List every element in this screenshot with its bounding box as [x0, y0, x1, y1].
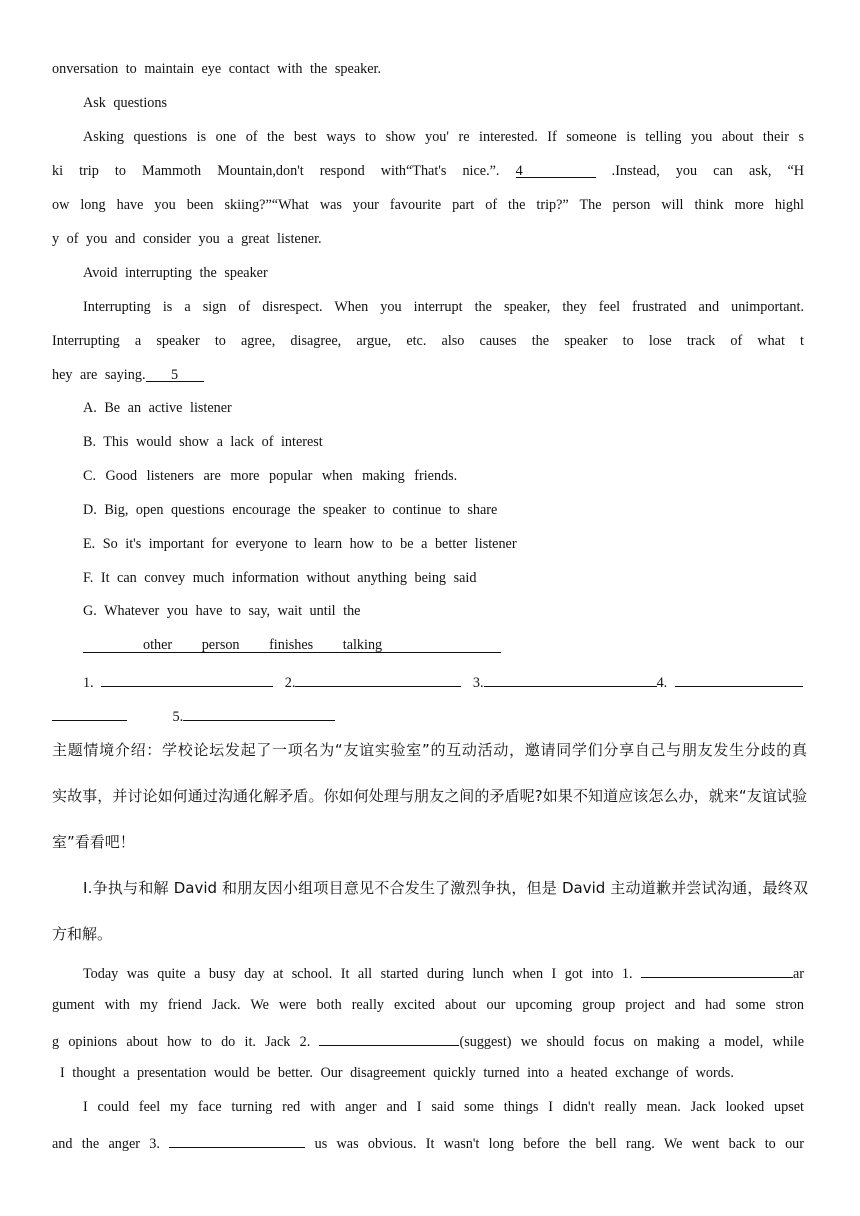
passage-line: Asking questions is one of the best ways to show you' re interested. If someone is telling you about their s — [83, 129, 804, 145]
passage-line: Interrupting a speaker to agree, disagree, argue, etc. also causes the speaker to lose track of what t — [52, 333, 804, 349]
answer-blank-2[interactable] — [295, 670, 461, 687]
passage-line: y of you and consider you a great listener. — [52, 231, 322, 247]
passage-line: onversation to maintain eye contact with the speaker. — [52, 61, 381, 77]
passage-line: ki trip to Mammoth Mountain,don't respond with“That's nice.”. 4 .Instead, you can ask, “H — [52, 163, 805, 179]
option-b: B. This would show a lack of interest — [83, 434, 323, 450]
passage-line: Today was quite a busy day at school. It all started during lunch when I got into 1. ar — [83, 961, 804, 984]
blank-1[interactable] — [641, 961, 793, 978]
option-f: F. It can convey much information without anything being said — [83, 570, 477, 586]
passage-line: Interrupting is a sign of disrespect. When you interrupt the speaker, they feel frustrated and unimportant. — [83, 299, 804, 315]
answer-blank-5[interactable] — [183, 704, 335, 721]
blank-2[interactable] — [319, 1029, 459, 1046]
passage-line: g opinions about how to do it. Jack 2. (suggest) we should focus on making a model, while — [52, 1029, 804, 1052]
blank-4[interactable]: 4 — [516, 161, 596, 178]
passage-line: hey are saying. 5 — [52, 365, 204, 385]
theme-intro-line: 主题情境介绍：学校论坛发起了一项名为“友谊实验室”的互动活动，邀请同学们分享自己与朋友发生分歧的真 — [52, 741, 807, 759]
passage-line: ow long have you been skiing?”“What was your favourite part of the trip?” The person will think more highl — [52, 197, 804, 213]
answer-blank-4[interactable] — [675, 670, 803, 687]
passage-line: I thought a presentation would be better. Our disagreement quickly turned into a heated exchange of words. — [60, 1065, 734, 1081]
option-a: A. Be an active listener — [83, 400, 232, 416]
section-heading-ask-questions: Ask questions — [83, 95, 168, 111]
answer-blank-3[interactable] — [484, 670, 657, 687]
option-d: D. Big, open questions encourage the speaker to continue to share — [83, 502, 498, 518]
answer-blank-1[interactable] — [101, 670, 273, 687]
theme-intro-line: 室”看看吧！ — [52, 833, 135, 851]
option-c: C. Good listeners are more popular when making friends. — [83, 468, 458, 484]
section-i-heading-continued: 方和解。 — [52, 925, 113, 943]
passage-line: I could feel my face turning red with anger and I said some things I didn't really mean. Jack looked upset — [83, 1099, 804, 1115]
answer-blank-4-continued[interactable] — [52, 704, 127, 721]
answer-row-continued: 5. — [52, 704, 335, 727]
section-heading-avoid-interrupting: Avoid interrupting the speaker — [83, 265, 268, 281]
option-e: E. So it's important for everyone to learn how to be a better listener — [83, 536, 517, 552]
section-i-heading: Ⅰ.争执与和解 David 和朋友因小组项目意见不合发生了激烈争执，但是 David 主动道歉并尝试沟通，最终双 — [83, 879, 808, 897]
blank-5[interactable]: 5 — [146, 365, 204, 382]
blank-3[interactable] — [169, 1131, 305, 1148]
passage-line: gument with my friend Jack. We were both really excited about our upcoming group project and had some stron — [52, 997, 804, 1013]
option-g-continued: other person finishes talking — [83, 635, 501, 653]
passage-line: and the anger 3. us was obvious. It wasn't long before the bell rang. We went back to our — [52, 1131, 804, 1154]
theme-intro-line: 实故事，并讨论如何通过沟通化解矛盾。你如何处理与朋友之间的矛盾呢?如果不知道应该怎么办，就来“友谊试验 — [52, 787, 807, 805]
answer-row: 1. 2. 3. 4. — [83, 670, 803, 693]
option-g: G. Whatever you have to say, wait until the — [83, 603, 361, 619]
